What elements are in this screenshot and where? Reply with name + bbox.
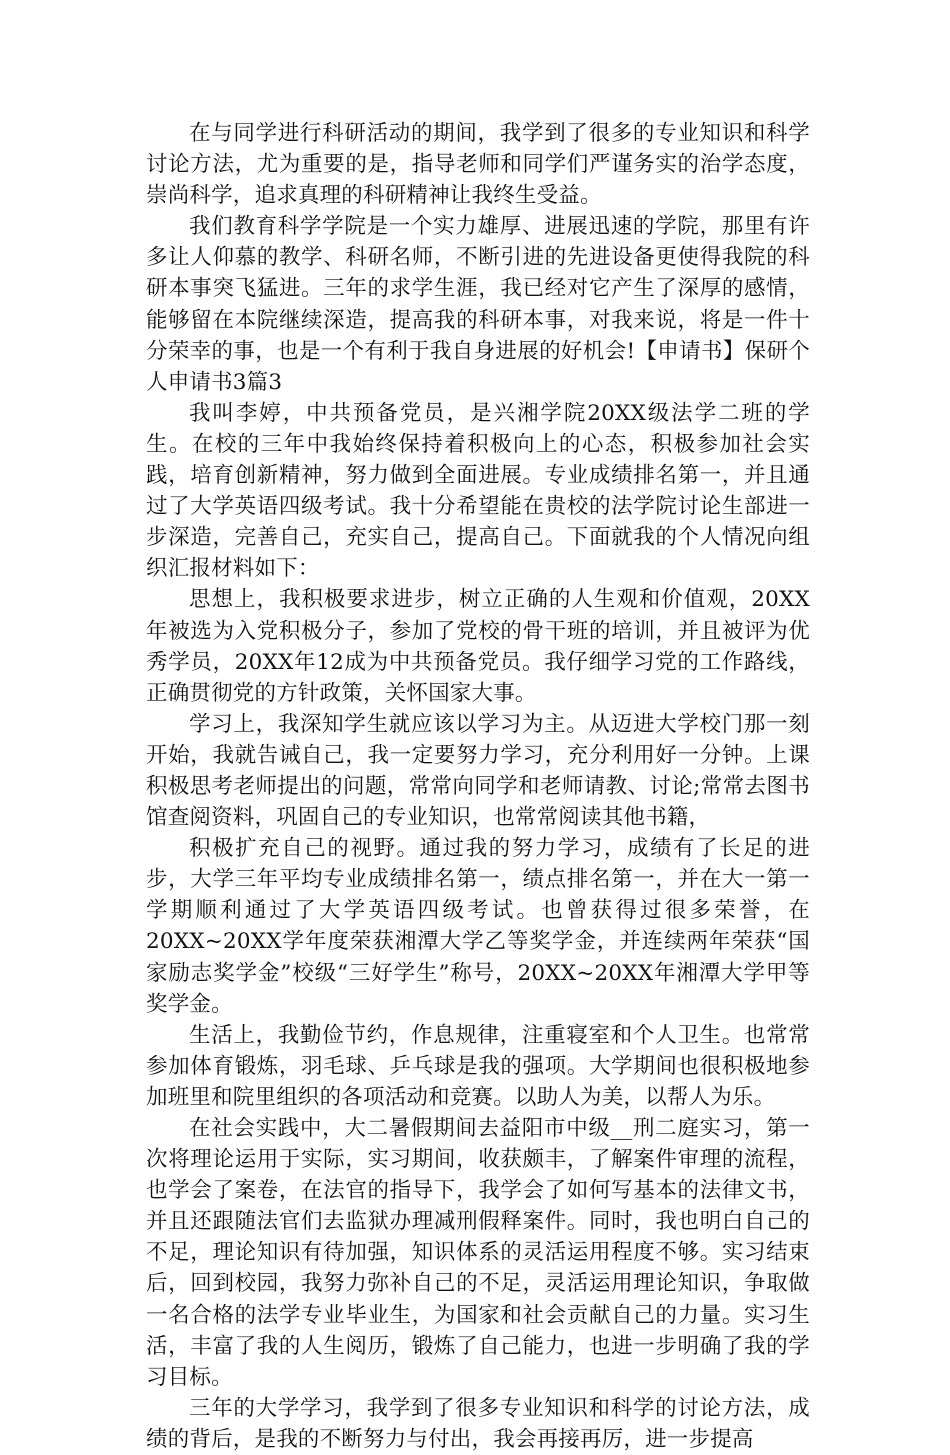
paragraph-college-intro: 我们教育科学学院是一个实力雄厚、进展迅速的学院，那里有许多让人仰慕的教学、科研名师，不断引进的先进设备更使得我院的科研本事突飞猛进。三年的求学生涯，我已经对它产生了深厚的感情，能够留在本院继续深造，提高我的科研本事，对我来说，将是一件十分荣幸的事，也是一个有利于我自身进展的好机会!【申请书】保研个人申请书3篇3: [146, 214, 810, 395]
paragraph-research-experience: 在与同学进行科研活动的期间，我学到了很多的专业知识和科学讨论方法，尤为重要的是，指导老师和同学们严谨务实的治学态度，崇尚科学，追求真理的科研精神让我终生受益。: [146, 121, 810, 209]
paragraph-study: 学习上，我深知学生就应该以学习为主。从迈进大学校门那一刻开始，我就告诫自己，我一定要努力学习，充分利用好一分钟。上课积极思考老师提出的问题，常常向同学和老师请教、讨论;常常去图书馆查阅资料，巩固自己的专业知识，也常常阅读其他书籍，: [146, 711, 810, 831]
paragraph-achievements: 积极扩充自己的视野。通过我的努力学习，成绩有了长足的进步，大学三年平均专业成绩排名第一，绩点排名第一，并在大一第一学期顺利通过了大学英语四级考试。也曾获得过很多荣誉，在20XX~20XX学年度荣获湘潭大学乙等奖学金，并连续两年荣获“国家励志奖学金”校级“三好学生”称号，20XX~20XX年湘潭大学甲等奖学金。: [146, 836, 810, 1017]
paragraph-social-practice: 在社会实践中，大二暑假期间去益阳市中级__刑二庭实习，第一次将理论运用于实际，实习期间，收获颇丰，了解案件审理的流程，也学会了案卷，在法官的指导下，我学会了如何写基本的法律文书，并且还跟随法官们去监狱办理减刑假释案件。同时，我也明白自己的不足，理论知识有待加强，知识体系的灵活运用程度不够。实习结束后，回到校园，我努力弥补自己的不足，灵活运用理论知识，争取做一名合格的法学专业毕业生，为国家和社会贡献自己的力量。实习生活，丰富了我的人生阅历，锻炼了自己能力，也进一步明确了我的学习目标。: [146, 1116, 810, 1390]
paragraph-self-intro: 我叫李婷，中共预备党员，是兴湘学院20XX级法学二班的学生。在校的三年中我始终保持着积极向上的心态，积极参加社会实践，培育创新精神，努力做到全面进展。专业成绩排名第一，并且通过了大学英语四级考试。我十分希望能在贵校的法学院讨论生部进一步深造，完善自己，充实自己，提高自己。下面就我的个人情况向组织汇报材料如下：: [146, 400, 810, 582]
paragraph-conclusion: 三年的大学学习，我学到了很多专业知识和科学的讨论方法，成绩的背后，是我的不断努力与付出，我会再接再厉，进一步提高: [146, 1395, 810, 1452]
document-body: [146, 118, 810, 1455]
paragraph-ideology: 思想上，我积极要求进步，树立正确的人生观和价值观，20XX年被选为入党积极分子，参加了党校的骨干班的培训，并且被评为优秀学员，20XX年12成为中共预备党员。我仔细学习党的工作路线，正确贯彻党的方针政策，关怀国家大事。: [146, 587, 810, 706]
paragraph-life: 生活上，我勤俭节约，作息规律，注重寝室和个人卫生。也常常参加体育锻炼，羽毛球、乒乓球是我的强项。大学期间也很积极地参加班里和院里组织的各项活动和竞赛。以助人为美，以帮人为乐。: [146, 1022, 810, 1110]
